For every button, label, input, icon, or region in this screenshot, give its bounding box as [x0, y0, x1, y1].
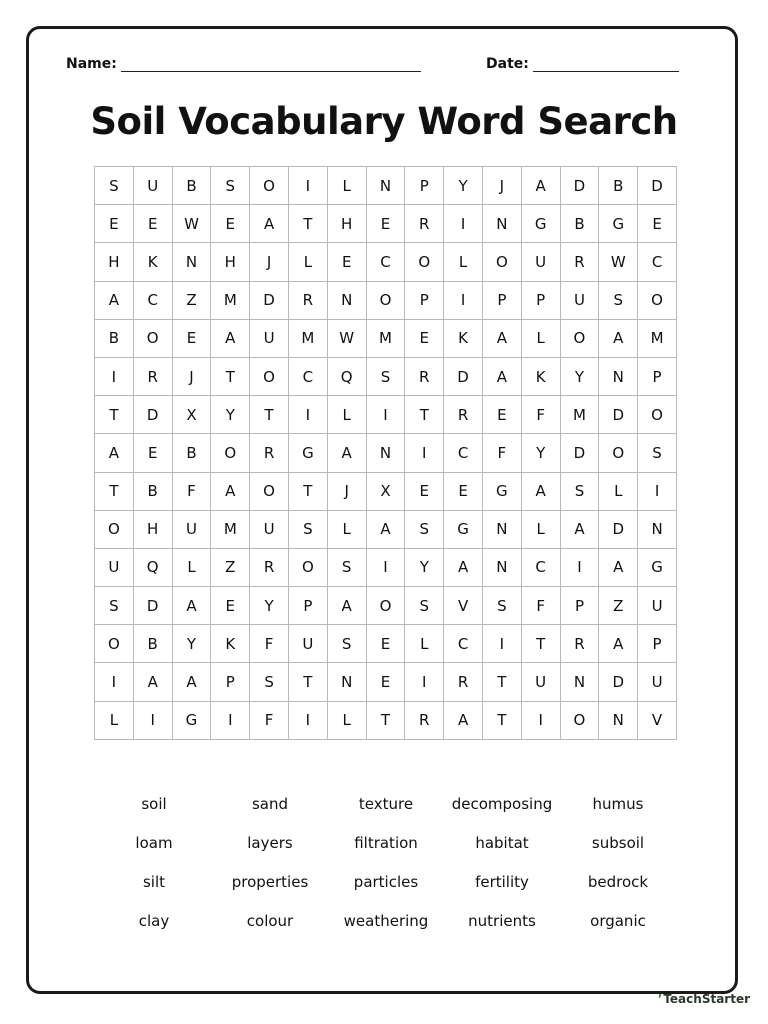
grid-cell[interactable]: G [288, 434, 327, 472]
word-list-item: silt [142, 873, 166, 891]
grid-cell[interactable]: G [521, 205, 560, 243]
grid-cell[interactable]: Y [521, 434, 560, 472]
grid-cell[interactable]: U [95, 548, 134, 586]
grid-cell[interactable]: S [211, 167, 250, 205]
grid-cell[interactable]: S [599, 281, 638, 319]
grid-cell[interactable]: E [482, 396, 521, 434]
grid-cell[interactable]: V [638, 701, 677, 739]
grid-cell[interactable]: R [250, 548, 289, 586]
grid-cell[interactable]: A [250, 205, 289, 243]
grid-cell[interactable]: X [366, 472, 405, 510]
grid-cell[interactable]: W [172, 205, 211, 243]
word-list-item: clay [138, 912, 170, 930]
grid-cell[interactable]: L [172, 548, 211, 586]
grid-cell[interactable]: I [288, 396, 327, 434]
grid-cell[interactable]: R [444, 663, 483, 701]
grid-cell[interactable]: T [482, 663, 521, 701]
grid-cell[interactable]: K [133, 243, 172, 281]
grid-row [95, 319, 677, 357]
grid-cell[interactable]: C [288, 357, 327, 395]
grid-cell[interactable]: D [599, 663, 638, 701]
grid-cell[interactable]: P [288, 587, 327, 625]
grid-cell[interactable]: L [288, 243, 327, 281]
grid-cell[interactable]: A [172, 587, 211, 625]
word-list-item: subsoil [591, 834, 645, 852]
grid-cell[interactable]: A [482, 319, 521, 357]
grid-cell[interactable]: Y [172, 625, 211, 663]
grid-cell[interactable]: S [288, 510, 327, 548]
grid-cell[interactable]: D [599, 396, 638, 434]
grid-cell[interactable]: B [133, 625, 172, 663]
grid-cell[interactable]: E [444, 472, 483, 510]
word-list-item: texture [358, 795, 414, 813]
grid-cell[interactable]: N [599, 701, 638, 739]
word-list-item: colour [246, 912, 294, 930]
grid-cell[interactable]: B [133, 472, 172, 510]
grid-cell[interactable]: I [444, 281, 483, 319]
grid-cell[interactable]: P [405, 167, 444, 205]
grid-cell[interactable]: A [172, 663, 211, 701]
grid-cell[interactable]: D [133, 587, 172, 625]
grid-cell[interactable]: T [250, 396, 289, 434]
grid-cell[interactable]: L [405, 625, 444, 663]
grid-cell[interactable]: R [444, 396, 483, 434]
grid-cell[interactable]: O [133, 319, 172, 357]
grid-cell[interactable]: W [599, 243, 638, 281]
grid-cell[interactable]: T [95, 472, 134, 510]
grid-cell[interactable]: B [560, 205, 599, 243]
grid-cell[interactable]: O [366, 281, 405, 319]
word-search-grid [94, 166, 677, 740]
grid-cell[interactable]: X [172, 396, 211, 434]
grid-cell[interactable]: I [95, 357, 134, 395]
grid-cell[interactable]: E [211, 205, 250, 243]
grid-cell[interactable]: A [599, 548, 638, 586]
grid-cell[interactable]: S [250, 663, 289, 701]
grid-cell[interactable]: E [366, 205, 405, 243]
grid-cell[interactable]: O [599, 434, 638, 472]
grid-cell[interactable]: A [599, 319, 638, 357]
grid-cell[interactable]: E [327, 243, 366, 281]
grid-cell[interactable]: Y [444, 167, 483, 205]
grid-cell[interactable]: B [95, 319, 134, 357]
grid-cell[interactable]: I [521, 701, 560, 739]
grid-cell[interactable]: F [482, 434, 521, 472]
grid-cell[interactable]: E [211, 587, 250, 625]
grid-cell[interactable]: O [288, 548, 327, 586]
grid-cell[interactable]: V [444, 587, 483, 625]
grid-cell[interactable]: A [327, 587, 366, 625]
grid-cell[interactable]: N [172, 243, 211, 281]
grid-cell[interactable]: A [521, 472, 560, 510]
grid-cell[interactable]: M [211, 510, 250, 548]
grid-cell[interactable]: I [366, 548, 405, 586]
grid-row [95, 396, 677, 434]
grid-cell[interactable]: L [521, 510, 560, 548]
grid-cell[interactable]: T [366, 701, 405, 739]
grid-cell[interactable]: W [327, 319, 366, 357]
grid-cell[interactable]: A [366, 510, 405, 548]
grid-cell[interactable]: U [133, 167, 172, 205]
grid-cell[interactable]: N [366, 434, 405, 472]
grid-cell[interactable]: G [444, 510, 483, 548]
grid-cell[interactable]: I [405, 663, 444, 701]
grid-cell[interactable]: S [405, 587, 444, 625]
grid-cell[interactable]: N [482, 510, 521, 548]
grid-cell[interactable]: U [250, 510, 289, 548]
grid-cell[interactable]: I [95, 663, 134, 701]
grid-cell[interactable]: U [172, 510, 211, 548]
grid-cell[interactable]: S [405, 510, 444, 548]
grid-row [95, 625, 677, 663]
name-blank-line[interactable] [121, 57, 421, 72]
grid-cell[interactable]: O [405, 243, 444, 281]
grid-cell[interactable]: A [95, 281, 134, 319]
grid-cell[interactable]: M [211, 281, 250, 319]
grid-cell[interactable]: I [405, 434, 444, 472]
grid-row [95, 167, 677, 205]
grid-cell[interactable]: U [288, 625, 327, 663]
grid-cell[interactable]: P [638, 625, 677, 663]
grid-cell[interactable]: A [95, 434, 134, 472]
grid-cell[interactable]: Y [250, 587, 289, 625]
grid-cell[interactable]: N [482, 548, 521, 586]
grid-cell[interactable]: D [560, 167, 599, 205]
grid-cell[interactable]: S [327, 548, 366, 586]
grid-cell[interactable]: M [560, 396, 599, 434]
grid-row [95, 663, 677, 701]
grid-cell[interactable]: I [366, 396, 405, 434]
grid-cell[interactable]: R [250, 434, 289, 472]
grid-cell[interactable]: J [172, 357, 211, 395]
grid-cell[interactable]: U [521, 663, 560, 701]
grid-cell[interactable]: D [133, 396, 172, 434]
grid-cell[interactable]: T [405, 396, 444, 434]
grid-row [95, 205, 677, 243]
grid-cell[interactable]: C [133, 281, 172, 319]
grid-cell[interactable]: F [250, 625, 289, 663]
grid-cell[interactable]: I [482, 625, 521, 663]
grid-row [95, 510, 677, 548]
word-list-item: properties [231, 873, 309, 891]
grid-cell[interactable]: O [95, 510, 134, 548]
grid-row [95, 472, 677, 510]
grid-cell[interactable]: I [638, 472, 677, 510]
word-list-item: filtration [354, 834, 418, 852]
grid-cell[interactable]: L [327, 167, 366, 205]
grid-row [95, 357, 677, 395]
grid-cell[interactable]: R [288, 281, 327, 319]
grid-cell[interactable]: E [638, 205, 677, 243]
grid-cell[interactable]: Z [172, 281, 211, 319]
word-list-item: particles [353, 873, 419, 891]
grid-cell[interactable]: J [482, 167, 521, 205]
grid-cell[interactable]: O [366, 587, 405, 625]
grid-cell[interactable]: D [599, 510, 638, 548]
brand-name: TeachStarter [663, 992, 750, 1006]
grid-cell[interactable]: U [638, 587, 677, 625]
grid-cell[interactable]: N [327, 663, 366, 701]
grid-cell[interactable]: H [211, 243, 250, 281]
worksheet-title: Soil Vocabulary Word Search [90, 100, 678, 143]
grid-cell[interactable]: S [327, 625, 366, 663]
grid-cell[interactable]: T [211, 357, 250, 395]
grid-cell[interactable]: F [250, 701, 289, 739]
grid-cell[interactable]: P [211, 663, 250, 701]
grid-cell[interactable]: O [250, 472, 289, 510]
grid-cell[interactable]: A [444, 701, 483, 739]
grid-cell[interactable]: T [521, 625, 560, 663]
grid-cell[interactable]: O [250, 167, 289, 205]
grid-cell[interactable]: U [521, 243, 560, 281]
grid-cell[interactable]: J [250, 243, 289, 281]
grid-cell[interactable]: C [366, 243, 405, 281]
grid-cell[interactable]: K [211, 625, 250, 663]
grid-cell[interactable]: H [95, 243, 134, 281]
grid-cell[interactable]: P [521, 281, 560, 319]
teachstarter-logo [658, 992, 750, 1006]
grid-cell[interactable]: I [444, 205, 483, 243]
grid-row [95, 434, 677, 472]
grid-cell[interactable]: E [172, 319, 211, 357]
grid-cell[interactable]: Y [560, 357, 599, 395]
grid-cell[interactable]: I [211, 701, 250, 739]
grid-cell[interactable]: F [172, 472, 211, 510]
grid-cell[interactable]: N [327, 281, 366, 319]
grid-cell[interactable]: A [599, 625, 638, 663]
grid-cell[interactable]: T [482, 701, 521, 739]
grid-cell[interactable]: J [327, 472, 366, 510]
word-list-item: humus [592, 795, 644, 813]
grid-cell[interactable]: E [405, 472, 444, 510]
grid-cell[interactable]: A [560, 510, 599, 548]
grid-cell[interactable]: E [366, 663, 405, 701]
word-list-item: fertility [475, 873, 529, 891]
grid-cell[interactable]: S [95, 587, 134, 625]
grid-cell[interactable]: P [560, 587, 599, 625]
grid-cell[interactable]: Q [133, 548, 172, 586]
grid-cell[interactable]: C [638, 243, 677, 281]
word-list-item: sand [251, 795, 289, 813]
word-list-item: habitat [475, 834, 529, 852]
word-list-item: soil [141, 795, 167, 813]
grid-cell[interactable]: O [95, 625, 134, 663]
date-blank-line[interactable] [533, 57, 679, 72]
grid-cell[interactable]: H [133, 510, 172, 548]
grid-cell[interactable]: N [599, 357, 638, 395]
grid-cell[interactable]: L [521, 319, 560, 357]
grid-cell[interactable]: A [211, 319, 250, 357]
grid-cell[interactable]: M [366, 319, 405, 357]
grid-cell[interactable]: U [638, 663, 677, 701]
grid-cell[interactable]: D [250, 281, 289, 319]
grid-cell[interactable]: O [250, 357, 289, 395]
grid-cell[interactable]: T [288, 205, 327, 243]
grid-cell[interactable]: R [405, 357, 444, 395]
grid-cell[interactable]: T [288, 472, 327, 510]
grid-cell[interactable]: N [638, 510, 677, 548]
grid-cell[interactable]: M [288, 319, 327, 357]
word-list-item: organic [590, 912, 646, 930]
grid-row [95, 548, 677, 586]
grid-cell[interactable]: L [599, 472, 638, 510]
grid-cell[interactable]: A [133, 663, 172, 701]
grid-cell[interactable]: S [638, 434, 677, 472]
grid-cell[interactable]: A [327, 434, 366, 472]
grid-cell[interactable]: K [444, 319, 483, 357]
grid-cell[interactable]: I [133, 701, 172, 739]
grid-row [95, 243, 677, 281]
grid-cell[interactable]: B [172, 167, 211, 205]
grid-cell[interactable]: G [482, 472, 521, 510]
grid-cell[interactable]: L [327, 396, 366, 434]
grid-cell[interactable]: R [133, 357, 172, 395]
grid-cell[interactable]: U [250, 319, 289, 357]
word-list-item: loam [135, 834, 173, 852]
grid-cell[interactable]: F [521, 587, 560, 625]
word-list-item: decomposing [451, 795, 553, 813]
grid-cell[interactable]: N [482, 205, 521, 243]
grid-cell[interactable]: Q [327, 357, 366, 395]
grid-cell[interactable]: S [366, 357, 405, 395]
name-label: Name: [66, 56, 117, 72]
grid-cell[interactable]: C [444, 434, 483, 472]
brand-mark: ’ [657, 992, 663, 1006]
grid-cell[interactable]: O [638, 396, 677, 434]
grid-cell[interactable]: R [560, 625, 599, 663]
grid-cell[interactable]: G [172, 701, 211, 739]
grid-cell[interactable]: S [482, 587, 521, 625]
grid-cell[interactable]: D [444, 357, 483, 395]
grid-cell[interactable]: A [211, 472, 250, 510]
grid-cell[interactable]: E [133, 434, 172, 472]
grid-cell[interactable]: D [560, 434, 599, 472]
grid-cell[interactable]: Y [211, 396, 250, 434]
grid-cell[interactable]: E [366, 625, 405, 663]
grid-cell[interactable]: K [521, 357, 560, 395]
word-list [96, 794, 676, 931]
grid-cell[interactable]: T [95, 396, 134, 434]
grid-cell[interactable]: I [288, 167, 327, 205]
grid-cell[interactable]: F [521, 396, 560, 434]
grid-cell[interactable]: O [638, 281, 677, 319]
date-field [486, 56, 679, 72]
grid-cell[interactable]: C [444, 625, 483, 663]
grid-cell[interactable]: E [133, 205, 172, 243]
grid-cell[interactable]: R [560, 243, 599, 281]
word-list-item: weathering [343, 912, 429, 930]
grid-cell[interactable]: S [560, 472, 599, 510]
grid-cell[interactable]: U [560, 281, 599, 319]
grid-cell[interactable]: G [599, 205, 638, 243]
grid-cell[interactable]: R [405, 701, 444, 739]
name-field [66, 56, 421, 72]
date-label: Date: [486, 56, 529, 72]
grid-cell[interactable]: O [560, 701, 599, 739]
grid-row [95, 701, 677, 739]
grid-cell[interactable]: I [288, 701, 327, 739]
grid-cell[interactable]: L [95, 701, 134, 739]
grid-cell[interactable]: O [482, 243, 521, 281]
grid-cell[interactable]: O [211, 434, 250, 472]
grid-cell[interactable]: L [444, 243, 483, 281]
grid-cell[interactable]: G [638, 548, 677, 586]
grid-cell[interactable]: C [521, 548, 560, 586]
grid-cell[interactable]: Y [405, 548, 444, 586]
grid-cell[interactable]: N [366, 167, 405, 205]
grid-cell[interactable]: I [560, 548, 599, 586]
grid-cell[interactable]: O [560, 319, 599, 357]
grid-cell[interactable]: R [405, 205, 444, 243]
grid-cell[interactable]: M [638, 319, 677, 357]
grid-cell[interactable]: L [327, 510, 366, 548]
grid-cell[interactable]: D [638, 167, 677, 205]
grid-cell[interactable]: B [599, 167, 638, 205]
grid-cell[interactable]: E [95, 205, 134, 243]
grid-cell[interactable]: A [521, 167, 560, 205]
word-list-item: nutrients [468, 912, 536, 930]
grid-row [95, 587, 677, 625]
grid-cell[interactable]: L [327, 701, 366, 739]
grid-cell[interactable]: P [405, 281, 444, 319]
word-list-item: bedrock [587, 873, 649, 891]
word-list-item: layers [247, 834, 293, 852]
grid-cell[interactable]: A [444, 548, 483, 586]
grid-cell[interactable]: P [638, 357, 677, 395]
grid-cell[interactable]: S [95, 167, 134, 205]
grid-cell[interactable]: N [560, 663, 599, 701]
grid-cell[interactable]: A [482, 357, 521, 395]
grid-cell[interactable]: T [288, 663, 327, 701]
grid-cell[interactable]: Z [599, 587, 638, 625]
grid-cell[interactable]: E [405, 319, 444, 357]
grid-cell[interactable]: H [327, 205, 366, 243]
grid-row [95, 281, 677, 319]
grid-cell[interactable]: B [172, 434, 211, 472]
grid-cell[interactable]: Z [211, 548, 250, 586]
grid-cell[interactable]: P [482, 281, 521, 319]
